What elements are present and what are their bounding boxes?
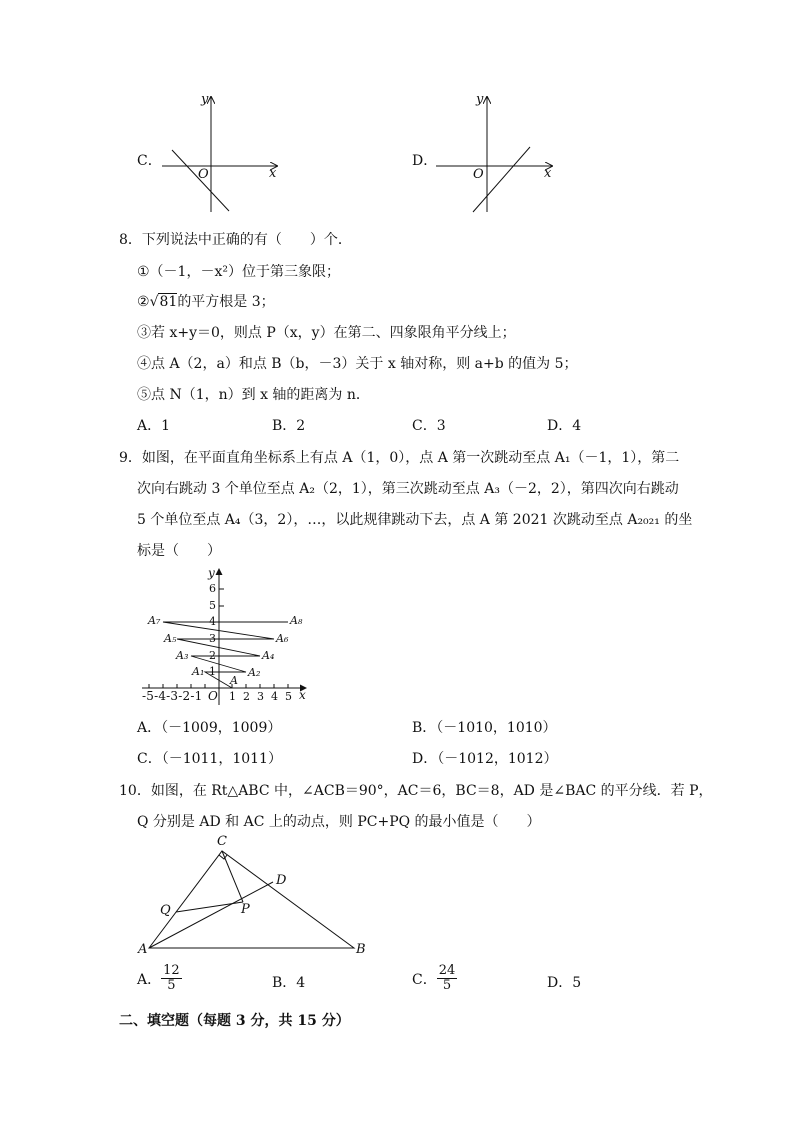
q8-item-5: ⑤点 N（1，n）到 x 轴的距离为 n．	[137, 387, 370, 403]
q10-option-a-prefix: A．	[137, 971, 162, 988]
q10-option-d[interactable]: D．5	[547, 975, 582, 991]
q9-x-tick-4: 4	[271, 690, 278, 703]
q10-option-a-denominator: 5	[167, 978, 176, 994]
q9-x-tick-1: 1	[229, 690, 236, 703]
q9-y-tick-5: 5	[209, 599, 216, 612]
q10-segment-qp	[176, 902, 243, 912]
q9-x-tick-3: 3	[257, 690, 264, 703]
q8-item-2-suffix: 的平方根是 3；	[177, 294, 275, 310]
q10-label-b: B	[356, 942, 366, 957]
q9-stem-line-3: 5 个单位至点 A₄（3，2），…，以此规律跳动下去，点 A 第 2021 次跳动至点 A₂₀₂₁ 的坐	[137, 512, 693, 528]
q10-option-c-denominator: 5	[442, 978, 452, 994]
q9-point-a3: A₃	[176, 649, 189, 662]
q8-item-2-prefix: ②	[137, 294, 150, 310]
q10-label-d: D	[276, 873, 287, 888]
q9-y-tick-1: 1	[209, 665, 216, 678]
q7-c-x-label: x	[269, 166, 277, 181]
q9-x-tick-5: 5	[285, 690, 292, 703]
q9-point-a5: A₅	[164, 632, 177, 645]
q7-c-origin: O	[198, 167, 209, 182]
q7-option-d-label: D．	[412, 153, 438, 169]
q7-d-origin: O	[473, 167, 484, 182]
q10-option-b[interactable]: B．4	[272, 975, 306, 991]
q8-item-4: ④点 A（2，a）和点 B（b，－3）关于 x 轴对称，则 a+b 的值为 5；	[137, 356, 578, 372]
q10-label-p: P	[241, 902, 250, 917]
q9-stem-line-1: 9．如图，在平面直角坐标系上有点 A（1，0），点 A 第一次跳动至点 A₁（－1，1），第二	[119, 450, 680, 466]
q9-stem-line-2: 次向右跳动 3 个单位至点 A₂（2，1），第三次跳动至点 A₃（－2，2），第四次向右跳动	[137, 481, 679, 497]
q8-item-2-radicand: 81	[159, 294, 178, 310]
q10-option-a-numerator: 12	[163, 963, 180, 978]
q7-d-x-label: x	[544, 166, 552, 181]
sqrt-icon: √	[149, 294, 159, 310]
q9-point-a2: A₂	[248, 666, 261, 679]
q9-axis-x-label: x	[299, 688, 306, 702]
q8-option-a[interactable]: A．1	[137, 418, 171, 434]
q10-option-c-numerator: 24	[438, 963, 456, 978]
q8-option-d[interactable]: D．4	[547, 418, 582, 434]
q8-item-3: ③若 x+y＝0，则点 P（x，y）在第二、四象限角平分线上；	[137, 325, 516, 341]
q9-point-a7: A₇	[148, 614, 161, 627]
q10-option-a[interactable]	[137, 964, 182, 994]
q9-point-a4: A₄	[262, 649, 275, 662]
q10-label-q: Q	[160, 903, 171, 918]
q9-y-tick-2: 2	[209, 649, 216, 662]
q9-point-a1: A₁	[192, 665, 205, 678]
q9-point-a6: A₆	[276, 632, 289, 645]
q10-option-c-fraction	[437, 964, 458, 994]
q7-option-c-label: C．	[137, 153, 162, 169]
q9-origin: O	[208, 689, 218, 703]
q9-axis-y-label: y	[208, 566, 215, 580]
q9-option-b[interactable]: B．（－1010，1010）	[412, 720, 557, 736]
q10-option-c-prefix: C．	[412, 971, 437, 988]
section-2-title: 二、填空题（每题 3 分，共 15 分）	[119, 1013, 350, 1029]
q10-triangle-abc	[149, 851, 354, 948]
q9-point-a: A	[230, 674, 238, 687]
q10-label-c: C	[217, 834, 227, 849]
q10-stem-line-1: 10．如图，在 Rt△ABC 中，∠ACB＝90°，AC＝6，BC＝8，AD 是∠BAC 的平分线．若 P，	[119, 783, 713, 799]
q10-stem-line-2: Q 分别是 AD 和 AC 上的动点，则 PC+PQ 的最小值是（ ）	[137, 814, 541, 830]
q8-option-b[interactable]: B．2	[272, 418, 306, 434]
q7-d-y-label: y	[476, 92, 484, 107]
q9-y-tick-6: 6	[209, 582, 216, 595]
q8-stem: 8．下列说法中正确的有（ ）个．	[119, 232, 352, 248]
q10-label-a: A	[138, 942, 148, 957]
q9-y-tick-4: 4	[209, 615, 216, 628]
q8-option-c[interactable]: C．3	[412, 418, 446, 434]
q9-option-d[interactable]: D．（－1012，1012）	[412, 751, 558, 767]
q9-point-a8: A₈	[290, 614, 303, 627]
q10-option-c[interactable]	[412, 964, 457, 994]
q9-option-c[interactable]: C．（－1011，1011）	[137, 751, 282, 767]
q9-y-tick-3: 3	[209, 632, 216, 645]
q7-c-y-label: y	[201, 92, 209, 107]
q9-stem-line-4: 标是（ ）	[137, 543, 221, 559]
q9-x-tick-2: 2	[243, 690, 250, 703]
q8-item-1: ①（－1，－x²）位于第三象限；	[137, 264, 340, 280]
q9-option-a[interactable]: A．（－1009，1009）	[137, 720, 282, 736]
q10-right-angle-mark	[219, 855, 227, 859]
q10-option-a-fraction	[161, 964, 182, 994]
q9-x-ticks-negative: -5-4-3-2-1	[142, 689, 203, 703]
